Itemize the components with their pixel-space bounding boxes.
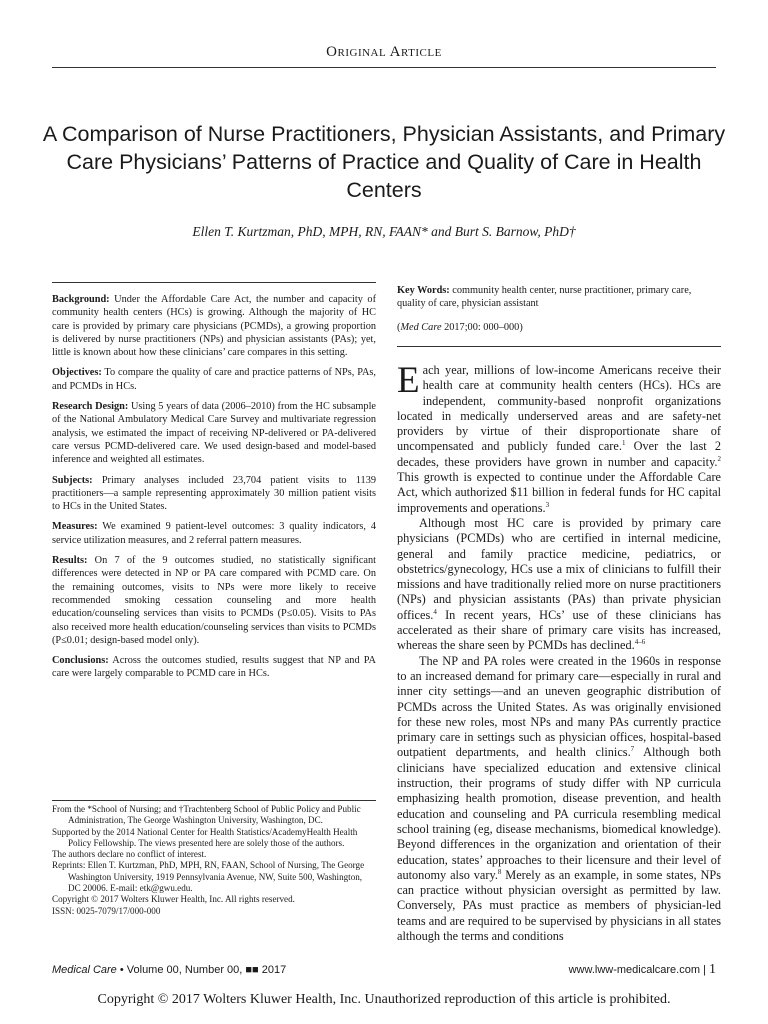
reference-marker: 1 [621, 439, 626, 448]
author-line: Ellen T. Kurtzman, PhD, MPH, RN, FAAN* and Burt S. Barnow, PhD† [192, 224, 576, 239]
abstract-results [52, 554, 376, 647]
body-paragraph-2 [397, 516, 721, 654]
footnote-issn: ISSN: 0025-7079/17/000-000 [52, 905, 161, 916]
abstract-label: Conclusions: [52, 655, 109, 667]
reference-marker: 8 [497, 867, 502, 876]
keywords-label: Key Words: [397, 285, 450, 296]
footnote-conflict: The authors declare no conflict of interest. [52, 849, 207, 860]
section-label: Original Article [326, 44, 442, 60]
abstract-label: Research Design: [52, 401, 129, 413]
footer-separator: | [700, 964, 709, 976]
reference-marker: 4–6 [634, 638, 646, 647]
abstract-top-rule [52, 282, 376, 283]
abstract-text: We examined 9 patient-level outcomes: 3 quality indicators, 4 service utilization measures, and 2 referral pattern measures. [52, 521, 376, 546]
body-text: Although both clinicians have specialized education and extensive clinical instruction, their programs of study differ with NP curricula emphasizing health promotion, disease prevention, and health education and counseling and PA curricula resembling medical school training (eg, disease mechanisms, biomedical knowledge). Beyond differences in the organization and orientation of their education, states’ approaches to their licensure and their level of autonomy also vary. [397, 745, 721, 882]
citation-rest: 2017;00: 000–000) [441, 321, 523, 333]
keywords-rule [397, 346, 721, 347]
abstract-label: Objectives: [52, 367, 102, 379]
keywords-text: community health center, nurse practitioner, primary care, quality of care, physician assistant [397, 285, 692, 310]
journal-name: Medical Care [52, 964, 117, 976]
abstract-text: Using 5 years of data (2006–2010) from the HC subsample of the National Ambulatory Medical Care Survey and multivariate regression analysis, we estimated the impact of receiving NP-delivered or PA-delivered care versus PCMD-delivered care. We used design-based and model-based inference and weighted all estimates. [52, 401, 376, 466]
abstract-label: Background: [52, 294, 110, 305]
article-body [397, 360, 721, 944]
footnote-funding: Supported by the 2014 National Center for Health Statistics/AcademyHealth Health Policy Fellowship. The views presented here are solely those of the authors. [52, 826, 358, 848]
body-text: The NP and PA roles were created in the 1960s in response to an increased demand for primary care—especially in rural and inner city settings—and an uneven geographic distribution of PCMDs across the United States. As was originally envisioned for these new roles, most NPs and many PAs currently practice primary care in settings such as physician offices, hospital-based outpatient departments, and health clinics. [397, 653, 721, 760]
article-title: A Comparison of Nurse Practitioners, Physician Assistants, and Primary Care Physicians’ Patterns of Practice and Quality of Care in Health Centers [42, 122, 726, 202]
keywords [397, 284, 721, 311]
footnote-reprints: Reprints: Ellen T. Kurtzman, PhD, MPH, RN, FAAN, School of Nursing, The George Washington University, 1919 Pennsylvania Avenue, NW, Suite 500, Washington, DC 20006. E-mail: etk@gwu.edu. [52, 860, 365, 894]
abstract-text: Across the outcomes studied, results suggest that NP and PA care were largely comparable to PCMD care in HCs. [52, 655, 376, 680]
body-paragraph-1 [397, 360, 721, 516]
abstract-label: Measures: [52, 521, 98, 533]
reference-marker: 7 [630, 745, 635, 754]
footnote-rule [52, 800, 376, 801]
keywords-block [397, 284, 721, 347]
body-text: ach year, millions of low-income Americans receive their health care at community health centers (HCs). HCs are independent, community-based nonprofit organizations located in medically underserved areas and are safety-net providers by virtue of their disproportionate share of uncompensated and publicly funded care. [397, 363, 721, 454]
abstract-research-design [52, 400, 376, 466]
reference-marker: 4 [433, 607, 437, 616]
abstract-label: Results: [52, 555, 88, 567]
abstract-objectives [52, 366, 376, 393]
running-footer-left [52, 964, 286, 976]
copyright-notice: Copyright © 2017 Wolters Kluwer Health, Inc. Unauthorized reproduction of this article is prohibited. [97, 992, 671, 1007]
header-rule [52, 67, 716, 68]
abstract [52, 282, 376, 688]
abstract-text: On 7 of the 9 outcomes studied, no statistically significant differences were detected in NP or PA care compared with PCMD care. On the remaining outcomes, visits to NPs were more likely to receive recommended smoking cessation counseling and more health education/counseling services than visits to PCMDs (P≤0.05). Visits to PAs also received more health education/counseling services than visits to PCMDs (P≤0.01; design-based model only). [52, 555, 376, 646]
abstract-subjects [52, 474, 376, 514]
issue-info: • Volume 00, Number 00, ■■ 2017 [116, 964, 287, 976]
body-text: This growth is expected to continue under the Affordable Care Act, which authorized $11 billion in federal funds for HC capital improvements and operations. [397, 470, 721, 515]
abstract-label: Subjects: [52, 474, 93, 486]
body-text: Merely as an example, in some states, NPs can practice without physician oversight as permitted by law. Conversely, PAs must practice as members of physician-led teams and are required to be supervised by physicians in all states although the terms and conditions [397, 867, 721, 943]
page-number: 1 [709, 962, 716, 977]
footnote-copyright: Copyright © 2017 Wolters Kluwer Health, Inc. All rights reserved. [52, 894, 295, 905]
citation-journal: Med Care [400, 321, 442, 333]
body-text: In recent years, HCs’ use of these clinicians has accelerated as their share of primary care visits has increased, whereas the share seen by PCMDs has declined. [397, 607, 721, 653]
abstract-text: Under the Affordable Care Act, the number and capacity of community health centers (HCs) is growing. Although the majority of HC care is provided by primary care physicians (PCMDs), a growing proportion is delivered by nurse practitioners (NPs) and physician assistants (PAs); yet, little is known about how these clinicians’ care compares in this setting. [52, 294, 376, 359]
reference-marker: 2 [717, 454, 721, 463]
body-paragraph-3 [397, 654, 721, 945]
footnote-affiliation: From the *School of Nursing; and †Trachtenberg School of Public Policy and Public Administration, The George Washington University, Washington, DC. [52, 804, 361, 826]
running-footer-right [569, 962, 716, 978]
body-text: Although most HC care is provided by primary care physicians (PCMDs) who are certified in internal medicine, general and family practice medicine, pediatrics, or obstetrics/gynecology, HCs use a mix of clinicians to fulfill their missions and have traditionally relied more on nurse practitioners (NPs) and physician assistants (PAs) than private physician offices. [397, 515, 721, 622]
abstract-measures [52, 520, 376, 547]
drop-cap: E [397, 360, 420, 401]
reference-marker: 3 [545, 500, 550, 509]
footnotes [52, 800, 376, 917]
abstract-conclusions [52, 654, 376, 681]
abstract-text: Primary analyses included 23,704 patient visits to 1139 practitioners—a sample representing approximately 30 million patient visits to HCs in the United States. [52, 474, 376, 513]
abstract-background [52, 293, 376, 359]
journal-url[interactable]: www.lww-medicalcare.com [568, 964, 701, 976]
body-text: Over the last 2 decades, these providers have grown in number and capacity. [397, 439, 721, 469]
abstract-text: To compare the quality of care and practice patterns of NPs, PAs, and PCMDs in HCs. [52, 367, 376, 392]
citation: (Med Care 2017;00: 000–000) [397, 321, 523, 333]
